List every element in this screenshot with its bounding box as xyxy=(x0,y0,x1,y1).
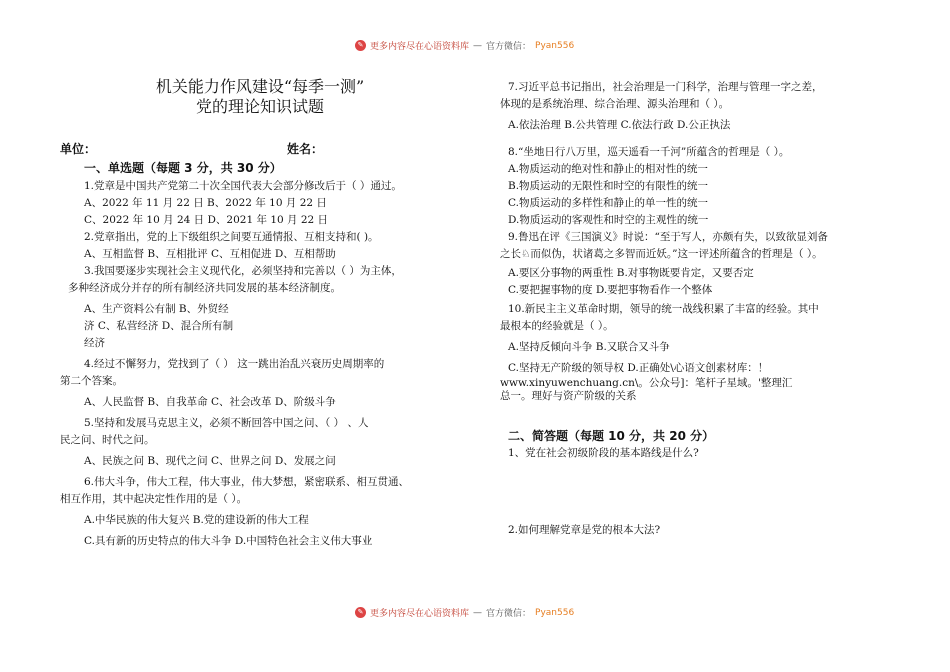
question-line: 5.坚持和发展马克思主义，必须不断回答中国之问、（ ） 、人 xyxy=(84,417,369,429)
right-column xyxy=(500,79,828,403)
watermark-wechat-label: 官方微信： xyxy=(486,609,532,619)
watermark-dash: — xyxy=(473,40,483,51)
question-line: 相互作用，其中起决定性作用的是（ ）。 xyxy=(60,493,248,505)
section-heading-single-choice: 一、单选题（每题 3 分，共 30 分） xyxy=(84,161,282,175)
option-line: A.物质运动的绝对性和静止的相对性的统一 xyxy=(508,163,708,175)
name-label: 姓名： xyxy=(287,142,324,156)
option-line: C.具有新的历史特点的伟大斗争 D.中国特色社会主义伟大事业 xyxy=(84,535,373,547)
option-line: A、生产资料公有制 B、外贸经 xyxy=(84,303,229,315)
section-heading-short-answer: 二、简答题（每题 10 分，共 20 分） xyxy=(508,429,715,443)
option-line: B.物质运动的无限性和时空的有限性的统一 xyxy=(508,180,709,192)
option-line: C.物质运动的多样性和静止的单一性的统一 xyxy=(508,197,708,209)
option-line: A.中华民族的伟大复兴 B.党的建设新的伟大工程 xyxy=(84,514,309,526)
watermark-wechat-id: Pyan556 xyxy=(535,607,575,618)
option-line: www.xinyuwenchuang.cn\。公众号]：笔杆子星域。'整理汇 xyxy=(500,377,793,389)
question-line: 8.“坐地日行八万里，巡天遥看一千河”所蕴含的哲理是（ ）。 xyxy=(508,146,790,158)
watermark-logo-icon: ✎ xyxy=(355,40,366,51)
watermark-dash: — xyxy=(473,607,483,618)
question-line: 1.党章是中国共产党第二十次全国代表大会部分修改后于（ ）通过。 xyxy=(84,180,402,192)
page-subtitle: 党的理论知识试题 xyxy=(195,97,324,116)
question-line: 民之问、时代之问。 xyxy=(60,434,155,446)
page-title: 机关能力作风建设“每季一测” xyxy=(155,77,365,96)
question-line: 之长♘而似伪，状诸葛之多智而近妖。”这一评述所蕴含的哲理是（ ）。 xyxy=(500,248,823,260)
short-question-2: 2.如何理解党章是党的根本大法? xyxy=(508,524,661,536)
option-line: 总一。理好与资产阶级的关系 xyxy=(500,390,637,402)
watermark-wechat-label: 官方微信： xyxy=(486,42,532,52)
option-line: A.依法治理 B.公共管理 C.依法行政 D.公正执法 xyxy=(508,119,731,131)
option-line: C、2022 年 10 月 24 日 D、2021 年 10 月 22 日 xyxy=(84,214,329,226)
option-line: A、2022 年 11 月 22 日 B、2022 年 10 月 22 日 xyxy=(84,197,327,209)
question-line: 体现的是系统治理、综合治理、源头治理和（ ）。 xyxy=(500,98,730,110)
left-column xyxy=(60,178,409,550)
option-line: A、互相监督 B、互相批评 C、互相促进 D、互相帮助 xyxy=(84,248,336,260)
question-line: 6.伟大斗争，伟大工程，伟大事业，伟大梦想，紧密联系、相互贯通、 xyxy=(84,476,410,488)
question-line: 多种经济成分并存的所有制经济共同发展的基本经济制度。 xyxy=(68,282,341,294)
option-line: 经济 xyxy=(84,337,105,349)
option-line: C.坚持无产阶级的领导权 D.正确处\心语文创素材库：！ xyxy=(508,362,769,374)
option-line: A、民族之问 B、现代之问 C、世界之问 D、发展之问 xyxy=(84,455,336,467)
question-line: 4.经过不懈努力，党找到了（ ） 这一跳出治乱兴衰历史周期率的 xyxy=(84,358,385,370)
option-line: A、人民监督 B、自我革命 C、社会改革 D、阶级斗争 xyxy=(84,396,336,408)
option-line: D.物质运动的客观性和时空的主观性的统一 xyxy=(508,214,709,226)
question-line: 3.我国要逐步实现社会主义现代化，必须坚持和完善以（ ）为主体， xyxy=(84,265,402,277)
option-line: 济 C、私营经济 D、混合所有制 xyxy=(84,320,234,332)
watermark-site: 更多内容尽在心语资料库 xyxy=(370,609,470,619)
watermark-wechat-id: Pyan556 xyxy=(535,40,575,51)
watermark-top xyxy=(355,39,574,52)
question-line: 9.鲁迅在评《三国演义》时说：“至于写人，亦颇有失，以致欲显刘备 xyxy=(508,231,828,243)
question-line: 10.新民主主义革命时期，领导的统一战线积累了丰富的经验。其中 xyxy=(508,303,819,315)
option-line: A.坚持反倾向斗争 B.又联合又斗争 xyxy=(508,341,670,353)
unit-label: 单位： xyxy=(60,142,97,156)
watermark-logo-icon: ✎ xyxy=(355,607,366,618)
question-line: 2.党章指出，党的上下级组织之间要互通情报、互相支持和( )。 xyxy=(84,231,379,243)
short-question-1: 1、党在社会初级阶段的基本路线是什么? xyxy=(508,447,699,459)
watermark-bottom xyxy=(355,606,574,619)
question-line: 第二个答案。 xyxy=(60,375,123,387)
question-line: 7.习近平总书记指出，社会治理是一门科学，治理与管理一字之差， xyxy=(508,81,823,93)
option-line: A.要区分事物的两重性 B.对事物既要肯定，又要否定 xyxy=(508,267,754,279)
watermark-site: 更多内容尽在心语资料库 xyxy=(370,42,470,52)
question-line: 最根本的经验就是（ ）。 xyxy=(500,320,614,332)
option-line: C.要把握事物的度 D.要把事物看作一个整体 xyxy=(508,284,713,296)
